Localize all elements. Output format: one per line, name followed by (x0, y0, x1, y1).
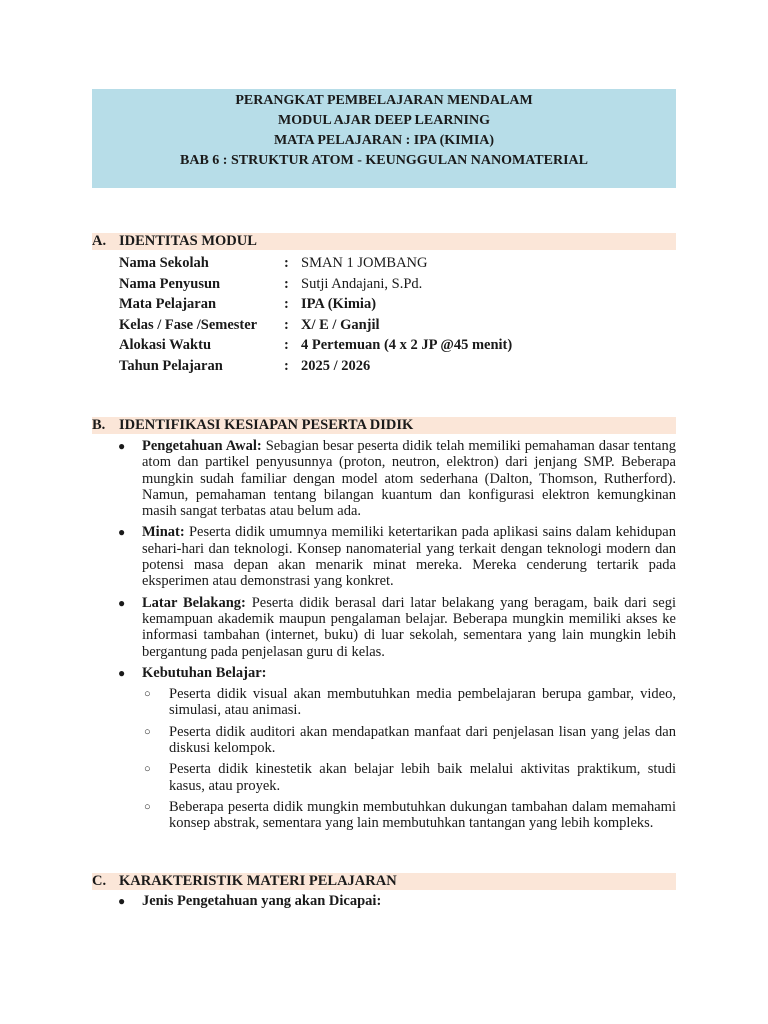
bullet-icon: ● (118, 439, 126, 453)
section-letter: C. (92, 873, 107, 889)
sub-item-text: Beberapa peserta didik mungkin membutuhkan dukungan tambahan dalam memahami konsep abstrak, sementara yang lain membutuhkan tantangan yang lebih kompleks. (169, 798, 676, 832)
identity-value: Sutji Andajani, S.Pd. (301, 275, 423, 292)
list-item (92, 665, 676, 681)
item-text: Peserta didik umumnya memiliki ketertarikan pada aplikasi sains dalam kehidupan sehari-hari dan teknologi. Konsep nanomaterial yang terkait dengan teknologi modern dan potensi masa depan akan menarik minat mereka. Mereka cenderung tertarik pada eksperimen atau demonstrasi yang konkret. (142, 524, 676, 590)
readiness-list (92, 438, 676, 837)
circle-bullet-icon: ○ (144, 688, 151, 701)
section-a-heading (92, 233, 676, 250)
section-letter: B. (92, 417, 106, 433)
item-lead: Jenis Pengetahuan yang akan Dicapai: (142, 893, 382, 909)
title-line-1: PERANGKAT PEMBELAJARAN MENDALAM (235, 93, 533, 108)
bullet-icon: ● (118, 595, 126, 610)
sub-item-text: Peserta didik auditori akan mendapatkan manfaat dari penjelasan lisan yang jelas dan diskusi kelompok. (169, 723, 676, 757)
material-list (92, 893, 676, 914)
identity-value: 4 Pertemuan (4 x 2 JP @45 menit) (301, 337, 513, 353)
sub-list-item (92, 724, 676, 757)
circle-bullet-icon: ○ (144, 763, 151, 776)
section-title: IDENTIFIKASI KESIAPAN PESERTA DIDIK (119, 417, 414, 433)
sub-item-text: Peserta didik visual akan membutuhkan media pembelajaran berupa gambar, video, simulasi, atau animasi. (169, 686, 676, 719)
identity-label: Tahun Pelajaran (119, 357, 223, 374)
section-c-heading (92, 873, 676, 890)
item-lead: Pengetahuan Awal: (142, 438, 262, 454)
identity-colon: : (284, 357, 289, 374)
title-line-4: BAB 6 : STRUKTUR ATOM - KEUNGGULAN NANOMATERIAL (180, 153, 588, 168)
sub-list-item (92, 799, 676, 832)
list-item (92, 595, 676, 660)
bullet-icon: ● (118, 525, 126, 540)
identity-value: 2025 / 2026 (301, 357, 371, 374)
identity-colon: : (284, 255, 289, 271)
title-line-2: MODUL AJAR DEEP LEARNING (278, 113, 490, 128)
section-title: IDENTITAS MODUL (119, 233, 257, 249)
list-item (92, 438, 676, 519)
circle-bullet-icon: ○ (144, 800, 151, 813)
identity-colon: : (284, 337, 289, 353)
sub-list-item (92, 761, 676, 794)
item-lead: Minat: (142, 524, 185, 541)
item-text: Peserta didik berasal dari latar belakang yang beragam, baik dari segi kemampuan akademik maupun pengalaman belajar. Beberapa mungkin memiliki akses ke informasi tambahan (internet, buku) di luar sekolah, sementara yang lain mungkin lebih bergantung pada penjelasan guru di kelas. (142, 594, 676, 660)
bullet-icon: ● (118, 665, 126, 680)
bullet-icon: ● (118, 894, 126, 908)
item-text: Sebagian besar peserta didik telah memiliki pemahaman dasar tentang atom dan partikel penyusunnya (proton, neutron, elektron) dari jenjang SMP. Beberapa mungkin sudah familiar dengan model atom sederhana (Dalton, Thomson, Rutherford). Namun, pemahaman tentang bilangan kuantum dan konfigurasi elektron kemungkinan masih sangat terbatas atau belum ada. (142, 438, 676, 520)
identity-colon: : (284, 296, 289, 312)
identity-value: X/ E / Ganjil (301, 316, 380, 333)
identity-colon: : (284, 316, 289, 333)
identity-value: SMAN 1 JOMBANG (301, 255, 428, 271)
list-item (92, 893, 676, 909)
sub-item-text: Peserta didik kinestetik akan belajar lebih baik melalui aktivitas praktikum, studi kasus, atau proyek. (169, 761, 676, 794)
section-letter: A. (92, 233, 107, 249)
identity-label: Alokasi Waktu (119, 337, 212, 353)
identity-label: Nama Penyusun (119, 275, 221, 292)
sub-list-item (92, 686, 676, 719)
identity-label: Nama Sekolah (119, 255, 209, 271)
title-line-3: MATA PELAJARAN : IPA (KIMIA) (273, 133, 495, 148)
identity-value: IPA (Kimia) (301, 296, 377, 312)
document-title-block (92, 89, 676, 188)
identity-colon: : (284, 275, 289, 292)
section-title: KARAKTERISTIK MATERI PELAJARAN (119, 873, 397, 889)
section-b-heading (92, 417, 676, 434)
identity-label: Kelas / Fase /Semester (119, 316, 258, 333)
item-lead: Latar Belakang: (142, 594, 246, 611)
circle-bullet-icon: ○ (144, 725, 151, 738)
list-item (92, 524, 676, 589)
identity-label: Mata Pelajaran (119, 296, 217, 312)
item-lead: Kebutuhan Belajar: (142, 664, 267, 681)
